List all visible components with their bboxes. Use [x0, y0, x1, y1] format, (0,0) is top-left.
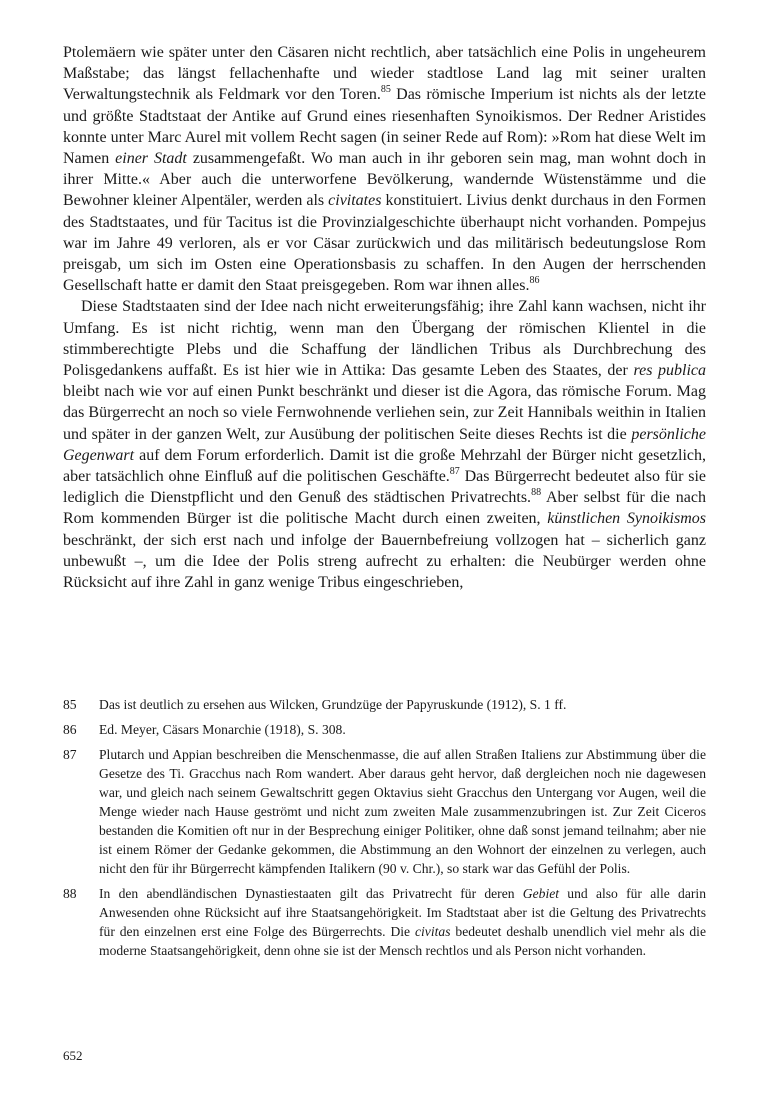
text-run: und also für alle darin Anwesenden ohne Rücksicht auf ihre Staatsangehörigkeit. Im Stadtstaat aber ist die Geltung des Privatrechts für den einzelnen erst eine Folge des Bürgerrechts. Die: [99, 886, 706, 939]
footnote-text: [99, 720, 706, 739]
text-run: zusammengefaßt. Wo man auch in ihr geboren sein mag, man wohnt doch in ihrer Mitte.« Aber auch die unterworfene Bevölkerung, wandernde Wüstenstämme und die Bewohner kleiner Alpentäler, werden als: [63, 150, 707, 210]
footnote-number: 88: [63, 886, 77, 901]
text-run: In den abendländischen Dynastiestaaten gilt das Privatrecht für deren: [99, 886, 523, 901]
footnote: [63, 720, 706, 739]
text-run: Plutarch und Appian beschreiben die Menschenmasse, die auf allen Straßen Italiens zur Abstimmung über die Gesetze des Ti. Gracchus nach Rom wandert. Aber daraus geht hervor, daß dergleichen noch nie dagewesen war, und gleich nach seinem Gewaltschritt gegen Oktavius sieht Gracchus den Untergang vor Augen, weil die Menge wieder nach Hause geströmt und nicht zum zweiten Male zusammenzubringen ist. Zur Zeit Ciceros bestanden die Komitien oft nur in der Besprechung einiger Politiker, ohne daß sonst jemand teilnahm; aber nie ist einem Römer der Gedanke gekommen, die Abstimmung an den Wohnort der einzelnen zu verlegen, auch nicht den für ihr Bürgerrecht kämpfenden Italikern (90 v. Chr.), so stark war das Gefühl der Polis.: [99, 747, 706, 876]
footnote-text: [99, 695, 706, 714]
footnote-ref-87: 87: [449, 465, 460, 477]
emphasis: künstlichen Synoikismos: [547, 510, 707, 528]
emphasis: civitates: [328, 192, 382, 210]
emphasis: Gebiet: [522, 886, 560, 901]
text-run: Das römische Imperium ist nichts als der letzte und größte Stadtstaat der Antike auf Grund eines riesenhaften Synoikismos. Der Redner Aristides konnte unter Marc Aurel mit vollem Recht sagen (in seiner Rede auf Rom): »Rom hat diese Welt im Namen: [63, 86, 706, 168]
paragraph-1: [63, 42, 706, 296]
emphasis: res publica: [633, 362, 707, 380]
main-text: [63, 42, 706, 593]
footnote-ref-88: 88: [531, 486, 542, 498]
text-run: Ed. Meyer, Cäsars Monarchie (1918), S. 308.: [99, 722, 346, 737]
emphasis: einer Stadt: [115, 150, 187, 168]
footnote-ref-85: 85: [380, 84, 391, 96]
text-run: bleibt nach wie vor auf einen Punkt beschränkt und dieser ist die Agora, das römische Forum. Mag das Bürgerrecht an noch so viele Fernwohnende verliehen sein, zur Zeit Hannibals weithin in Italien und später in der ganzen Welt, zur Ausübung der politischen Seite dieses Rechts ist die: [63, 383, 706, 443]
footnote-number: 85: [63, 697, 77, 712]
footnote-ref-86: 86: [529, 274, 540, 286]
emphasis: civitas: [415, 924, 451, 939]
text-run: Aber selbst für die nach Rom kommenden Bürger ist die politische Macht durch einen zweiten,: [63, 489, 707, 528]
footnote: [63, 695, 706, 714]
text-run: Das Bürgerrecht bedeutet also für sie lediglich die Dienstpflicht und den Genuß des städtischen Privatrechts.: [63, 468, 706, 507]
text-run: beschränkt, der sich erst nach und infolge der Bauernbefreiung vollzogen hat – sicherlich ganz unbewußt –, um die Idee der Polis streng aufrecht zu erhalten: die Neubürger werden ohne Rücksicht auf ihre Zahl in ganz wenige Tribus eingeschrieben,: [63, 531, 706, 592]
paragraph-2: [63, 296, 706, 593]
footnote: [63, 745, 706, 878]
emphasis: persönliche Gegenwart: [63, 425, 706, 464]
footnotes: [63, 695, 706, 966]
footnote-text: [99, 884, 706, 960]
text-run: Das ist deutlich zu ersehen aus Wilcken, Grundzüge der Papyruskunde (1912), S. 1 ff.: [99, 697, 567, 712]
text-run: Diese Stadtstaaten sind der Idee nach nicht erweiterungsfähig; ihre Zahl kann wachsen, nicht ihr Umfang. Es ist nicht richtig, wenn man den Übergang der römischen Klientel in die stimmberechtigte Plebs und die Schaffung der ländlichen Tribus als Durchbrechung des Polisgedankens auffaßt. Es ist hier wie in Attika: Das gesamte Leben des Staates, der: [63, 298, 706, 380]
text-run: konstituiert. Livius denkt durchaus in den Formen des Stadtstaates, und für Tacitus ist die Provinzialgeschichte überhaupt nicht vorhanden. Pompejus war im Jahre 49 verloren, als er vor Cäsar zurückwich und das militärisch bedeutungslose Rom preisgab, um sich im Osten eine Operationsbasis zu schaffen. In den Augen der herrschenden Gesellschaft hatte er damit den Staat preisgegeben. Rom war ihnen alles.: [63, 192, 706, 295]
footnote-text: [99, 745, 706, 878]
footnote-number: 86: [63, 722, 77, 737]
footnote: [63, 884, 706, 960]
page-number: 652: [63, 1048, 83, 1063]
footnote-number: 87: [63, 747, 77, 762]
text-run: auf dem Forum erforderlich. Damit ist die große Mehrzahl der Bürger nicht gesetzlich, aber tatsächlich ohne Einfluß auf die politischen Geschäfte.: [63, 446, 706, 486]
text-run: Ptolemäern wie später unter den Cäsaren nicht rechtlich, aber tatsächlich eine Polis in ungeheurem Maßstabe; das längst fellachenhafte und wieder stadtlose Land lag mit seiner uralten Verwaltungstechnik als Feldmark vor den Toren.: [63, 44, 706, 104]
text-run: bedeutet deshalb unendlich viel mehr als die moderne Staatsangehörigkeit, denn ohne sie ist der Mensch rechtlos und als Person nicht vorhanden.: [99, 924, 706, 958]
